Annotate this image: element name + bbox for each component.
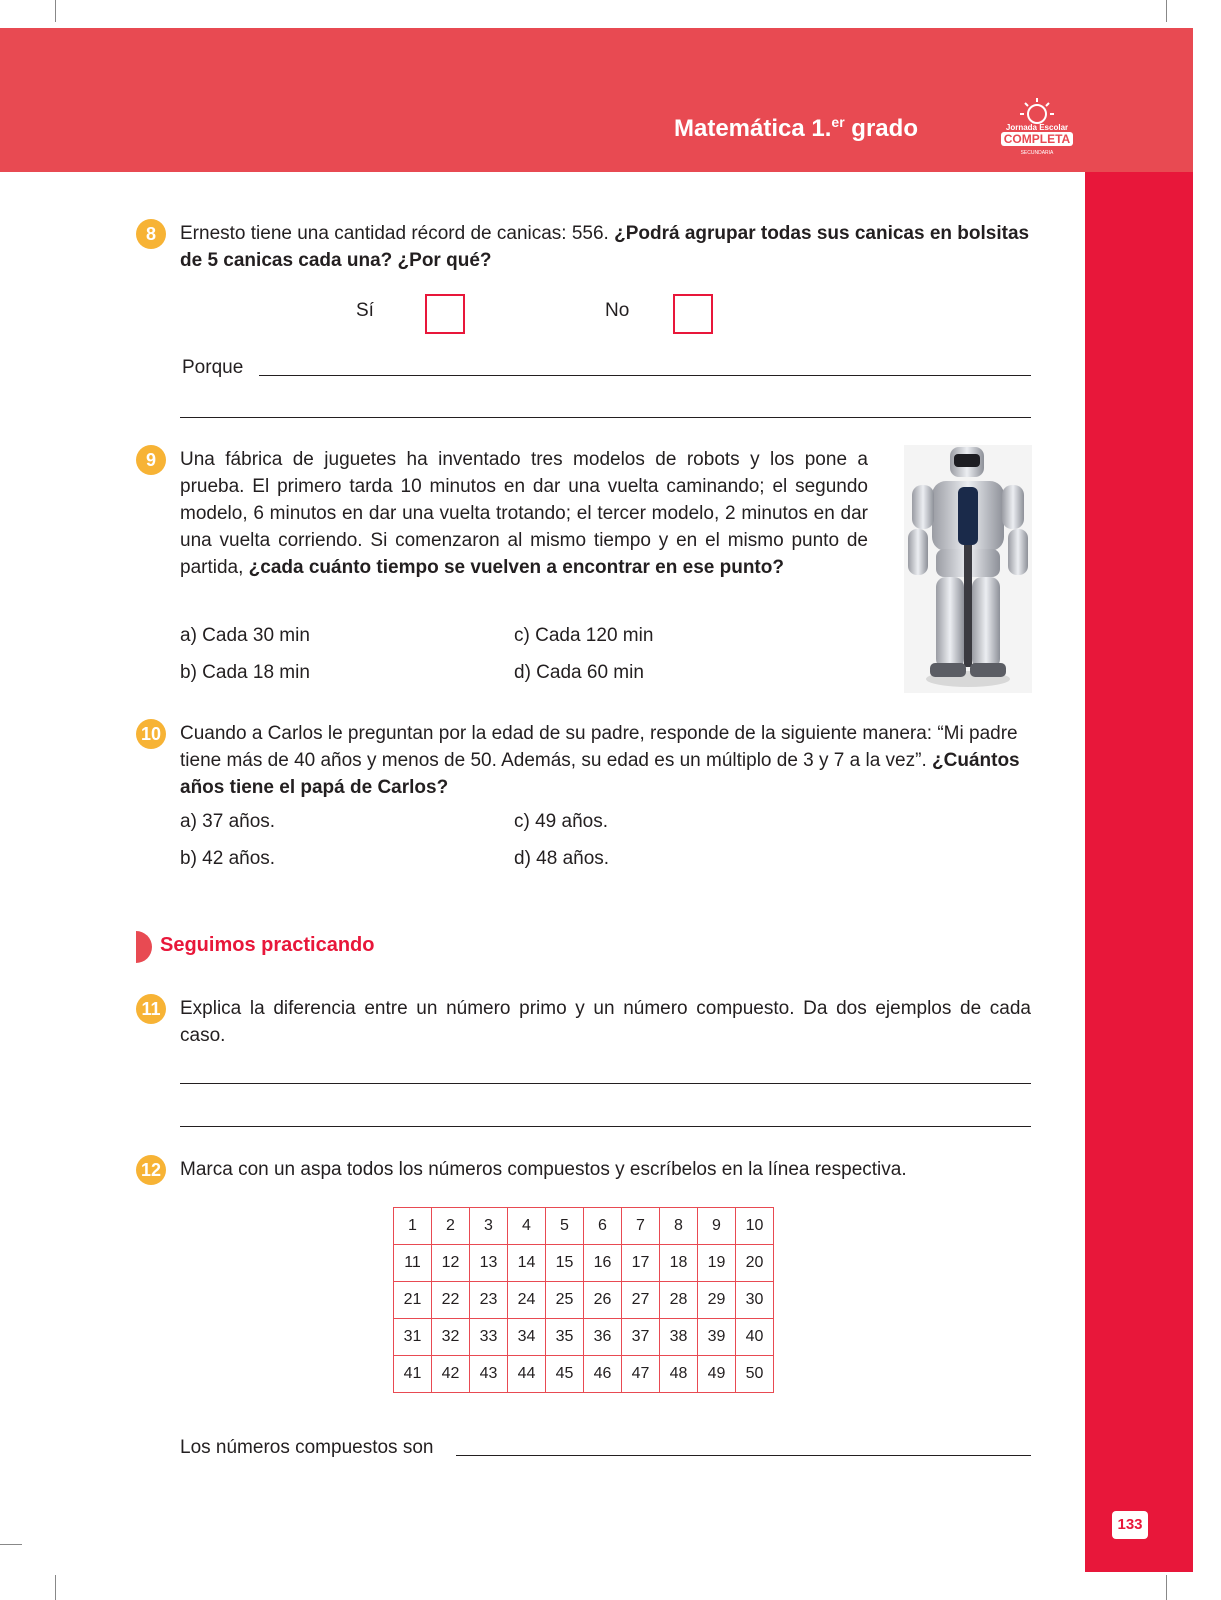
- no-label: No: [605, 300, 630, 321]
- section-marker: [136, 931, 152, 963]
- grid-row: [394, 1319, 774, 1356]
- question-number-badge: 9: [136, 445, 166, 475]
- option-d[interactable]: d) Cada 60 min: [514, 662, 644, 683]
- answer-line[interactable]: [180, 417, 1031, 418]
- crop-mark: [0, 1544, 22, 1545]
- option-b[interactable]: b) Cada 18 min: [180, 662, 310, 683]
- grid-cell[interactable]: 3: [470, 1208, 508, 1245]
- crop-mark: [1166, 0, 1167, 22]
- grid-cell[interactable]: 14: [508, 1245, 546, 1282]
- answer-label: Los números compuestos son: [180, 1437, 434, 1458]
- answer-line[interactable]: [259, 375, 1031, 376]
- yes-label: Sí: [356, 300, 374, 321]
- grid-cell[interactable]: 42: [432, 1356, 470, 1393]
- grid-cell[interactable]: 50: [736, 1356, 774, 1393]
- option-c[interactable]: c) 49 años.: [514, 811, 608, 832]
- grid-cell[interactable]: 1: [394, 1208, 432, 1245]
- question-11-text: Explica la diferencia entre un número primo y un número compuesto. Da dos ejemplos de cada caso.: [180, 998, 1031, 1046]
- svg-text:SECUNDARIA: SECUNDARIA: [1020, 150, 1054, 156]
- grid-cell[interactable]: 47: [622, 1356, 660, 1393]
- grid-cell[interactable]: 26: [584, 1282, 622, 1319]
- question-number-badge: 12: [136, 1155, 166, 1185]
- grid-cell[interactable]: 31: [394, 1319, 432, 1356]
- grid-cell[interactable]: 11: [394, 1245, 432, 1282]
- grid-row: [394, 1245, 774, 1282]
- grid-cell[interactable]: 25: [546, 1282, 584, 1319]
- grid-cell[interactable]: 17: [622, 1245, 660, 1282]
- grid-row: [394, 1282, 774, 1319]
- question-10-text: Cuando a Carlos le preguntan por la edad de su padre, responde de la siguiente manera: “Mi padre tiene más de 40 años y menos de 50. Además, su edad es un múltiplo de 3 y 7 a la vez”. ¿Cuántos años tiene el papá de Carlos?: [180, 723, 1020, 798]
- grid-cell[interactable]: 2: [432, 1208, 470, 1245]
- grid-cell[interactable]: 22: [432, 1282, 470, 1319]
- question-number-badge: 10: [136, 719, 166, 749]
- grid-cell[interactable]: 46: [584, 1356, 622, 1393]
- grid-cell[interactable]: 30: [736, 1282, 774, 1319]
- grid-row: [394, 1356, 774, 1393]
- grid-cell[interactable]: 15: [546, 1245, 584, 1282]
- grid-cell[interactable]: 5: [546, 1208, 584, 1245]
- grid-cell[interactable]: 45: [546, 1356, 584, 1393]
- grid-cell[interactable]: 4: [508, 1208, 546, 1245]
- grid-cell[interactable]: 37: [622, 1319, 660, 1356]
- page-number: 133: [1112, 1511, 1148, 1539]
- grid-cell[interactable]: 49: [698, 1356, 736, 1393]
- svg-text:COMPLETA: COMPLETA: [1003, 132, 1071, 146]
- crop-mark: [55, 0, 56, 22]
- grid-cell[interactable]: 8: [660, 1208, 698, 1245]
- grid-cell[interactable]: 23: [470, 1282, 508, 1319]
- grid-cell[interactable]: 12: [432, 1245, 470, 1282]
- grid-cell[interactable]: 18: [660, 1245, 698, 1282]
- option-c[interactable]: c) Cada 120 min: [514, 625, 654, 646]
- school-logo: [995, 96, 1079, 158]
- question-12-text: Marca con un aspa todos los números compuestos y escríbelos en la línea respectiva.: [180, 1159, 907, 1180]
- question-number-badge: 11: [136, 994, 166, 1024]
- option-d[interactable]: d) 48 años.: [514, 848, 610, 869]
- number-grid: [393, 1207, 774, 1393]
- grid-cell[interactable]: 29: [698, 1282, 736, 1319]
- grid-cell[interactable]: 6: [584, 1208, 622, 1245]
- grid-cell[interactable]: 7: [622, 1208, 660, 1245]
- grid-cell[interactable]: 33: [470, 1319, 508, 1356]
- answer-line[interactable]: [456, 1455, 1031, 1456]
- crop-mark: [55, 1575, 56, 1600]
- grid-cell[interactable]: 32: [432, 1319, 470, 1356]
- because-label: Porque: [182, 357, 244, 378]
- question-8-text: Ernesto tiene una cantidad récord de canicas: 556. ¿Podrá agrupar todas sus canicas en bolsitas de 5 canicas cada una? ¿Por qué?: [180, 223, 1030, 271]
- grid-cell[interactable]: 39: [698, 1319, 736, 1356]
- answer-line[interactable]: [180, 1126, 1031, 1127]
- grid-cell[interactable]: 21: [394, 1282, 432, 1319]
- grid-cell[interactable]: 38: [660, 1319, 698, 1356]
- sidebar-strip: [1085, 172, 1193, 1572]
- section-title: Seguimos practicando: [160, 934, 375, 956]
- grid-cell[interactable]: 13: [470, 1245, 508, 1282]
- option-a[interactable]: a) Cada 30 min: [180, 625, 310, 646]
- grid-cell[interactable]: 43: [470, 1356, 508, 1393]
- grid-cell[interactable]: 9: [698, 1208, 736, 1245]
- grid-cell[interactable]: 27: [622, 1282, 660, 1319]
- robot-image: [904, 445, 1032, 693]
- grid-cell[interactable]: 41: [394, 1356, 432, 1393]
- grid-cell[interactable]: 24: [508, 1282, 546, 1319]
- grid-cell[interactable]: 35: [546, 1319, 584, 1356]
- option-b[interactable]: b) 42 años.: [180, 848, 276, 869]
- grid-cell[interactable]: 20: [736, 1245, 774, 1282]
- no-checkbox[interactable]: [673, 294, 713, 334]
- grid-cell[interactable]: 48: [660, 1356, 698, 1393]
- grid-cell[interactable]: 36: [584, 1319, 622, 1356]
- option-a[interactable]: a) 37 años.: [180, 811, 276, 832]
- grid-cell[interactable]: 34: [508, 1319, 546, 1356]
- question-9-text: Una fábrica de juguetes ha inventado tres modelos de robots y los pone a prueba. El primero tarda 10 minutos en dar una vuelta caminando; el segundo modelo, 6 minutos en dar una vuelta trotando; el tercer modelo, 2 minutos en dar una vuelta corriendo. Si comenzaron al mismo tiempo y en el mismo punto de partida, ¿cada cuánto tiempo se vuelven a encontrar en ese punto?: [180, 449, 868, 578]
- grid-cell[interactable]: 16: [584, 1245, 622, 1282]
- grid-cell[interactable]: 19: [698, 1245, 736, 1282]
- page-title: Matemática 1.$^{er}$ grado: [674, 114, 918, 142]
- grid-cell[interactable]: 40: [736, 1319, 774, 1356]
- svg-text:Jornada Escolar: Jornada Escolar: [1005, 123, 1069, 132]
- grid-cell[interactable]: 28: [660, 1282, 698, 1319]
- grid-cell[interactable]: 44: [508, 1356, 546, 1393]
- answer-line[interactable]: [180, 1083, 1031, 1084]
- yes-checkbox[interactable]: [425, 294, 465, 334]
- question-number-badge: 8: [136, 219, 166, 249]
- grid-row: [394, 1208, 774, 1245]
- crop-mark: [1166, 1575, 1167, 1600]
- grid-cell[interactable]: 10: [736, 1208, 774, 1245]
